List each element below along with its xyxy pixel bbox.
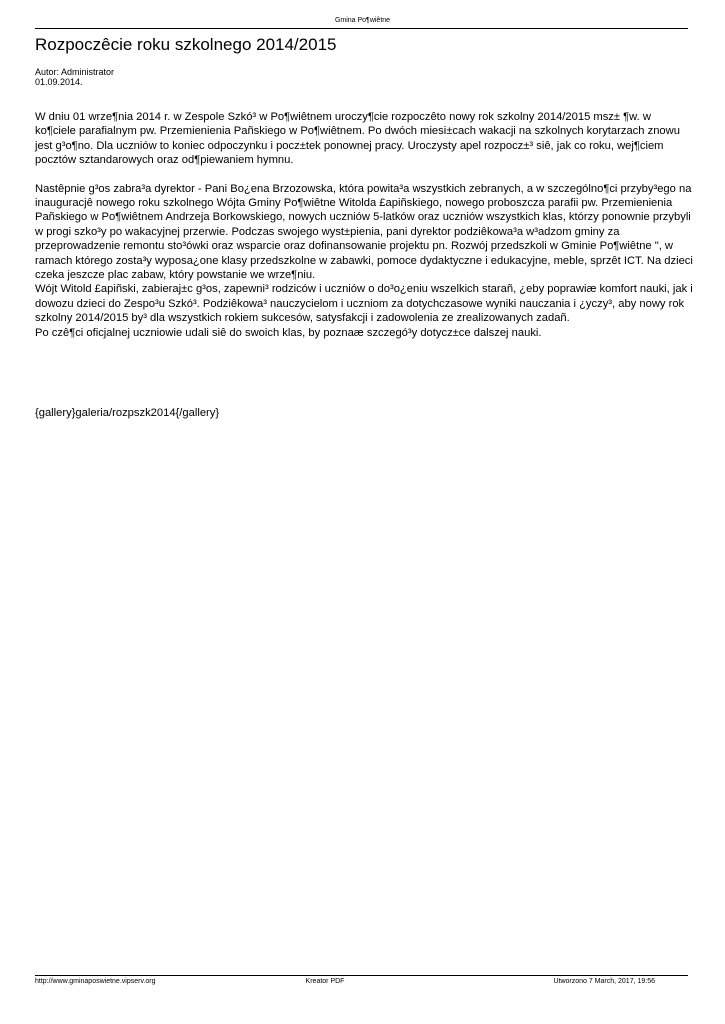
footer-created-timestamp: Utworzono 7 March, 2017, 19:56 xyxy=(553,978,655,985)
paragraph-closing: Po czê¶ci oficjalnej uczniowie udali siê do swoich klas, by poznaæ szczegó³y dotycz±ce dalszej nauki. xyxy=(35,326,542,339)
footer-divider xyxy=(35,975,688,976)
page-header-title: Gmina Po¶wiêtne xyxy=(334,17,391,24)
paragraph-mayor-speech: Wójt Witold £apiñski, zabieraj±c g³os, zapewni³ rodziców i uczniów o do³o¿eniu wszelkich starañ, ¿eby poprawiæ komfort nauki, jak i dowozu dzieci do Zespo³u Szkó³. Podziêkowa³ nauczycielom i uczniom za dotychczasowe wyniki nauczania i ¿yczy³, aby nowy rok szkolny 2014/2015 by³ dla wszystkich rokiem sukcesów, satysfakcji i zadowolenia ze zrealizowanych zadañ. xyxy=(35,283,693,325)
article-meta xyxy=(35,67,435,87)
footer-generator: Kreator PDF xyxy=(305,978,345,985)
header-divider xyxy=(35,28,688,29)
publish-date: 01.09.2014. xyxy=(35,77,83,87)
paragraph-intro: W dniu 01 wrze¶nia 2014 r. w Zespole Szkó³ w Po¶wiêtnem uroczy¶cie rozpoczêto nowy rok szkolny 2014/2015 msz± ¶w. w ko¶ciele parafialnym pw. Przemienienia Pañskiego w Po¶wiêtnem. Po dwóch miesi±cach wakacji na szkolnych korytarzach znowu jest g³o¶no. Dla uczniów to koniec odpoczynku i pocz±tek ponownej pracy. Uroczysty apel rozpocz±³ siê, jak co roku, wej¶ciem pocztów sztandarowych oraz od¶piewaniem hymnu. xyxy=(35,111,680,167)
article-title: Rozpoczêcie roku szkolnego 2014/2015 xyxy=(35,35,337,54)
paragraph-gap xyxy=(35,168,693,182)
gallery-tag: {gallery}galeria/rozpszk2014{/gallery} xyxy=(35,407,220,419)
article-body xyxy=(35,110,693,340)
footer-url: http://www.gminaposwietne.vipserv.org xyxy=(35,978,156,985)
paragraph-director-speech: Nastêpnie g³os zabra³a dyrektor - Pani Bo¿ena Brzozowska, która powita³a wszystkich zebranych, a w szczególno¶ci przyby³ego na inauguracjê nowego roku szkolnego Wójta Gminy Po¶wiêtne Witolda £apiñskiego, nowego proboszcza parafii pw. Przemienienia Pañskiego w Po¶wiêtnem Andrzeja Borkowskiego, nowych uczniów 5-latków oraz uczniów wszystkich klas, którzy ponownie przybyli w progi szko³y po wakacyjnej przerwie. Podczas swojego wyst±pienia, pani dyrektor podziêkowa³a w³adzom gminy za przeprowadzenie remontu sto³ówki oraz wsparcie oraz dofinansowanie projektu pn. Rozwój przedszkoli w Gminie Po¶wiêtne ", w ramach którego zosta³y wyposa¿one klasy przedszkolne w zabawki, pomoce dydaktyczne i edukacyjne, meble, sprzêt ICT. Na dzieci czeka jeszcze plac zabaw, który powstanie we wrze¶niu. xyxy=(35,182,693,282)
author-line: Autor: Administrator xyxy=(35,67,115,77)
